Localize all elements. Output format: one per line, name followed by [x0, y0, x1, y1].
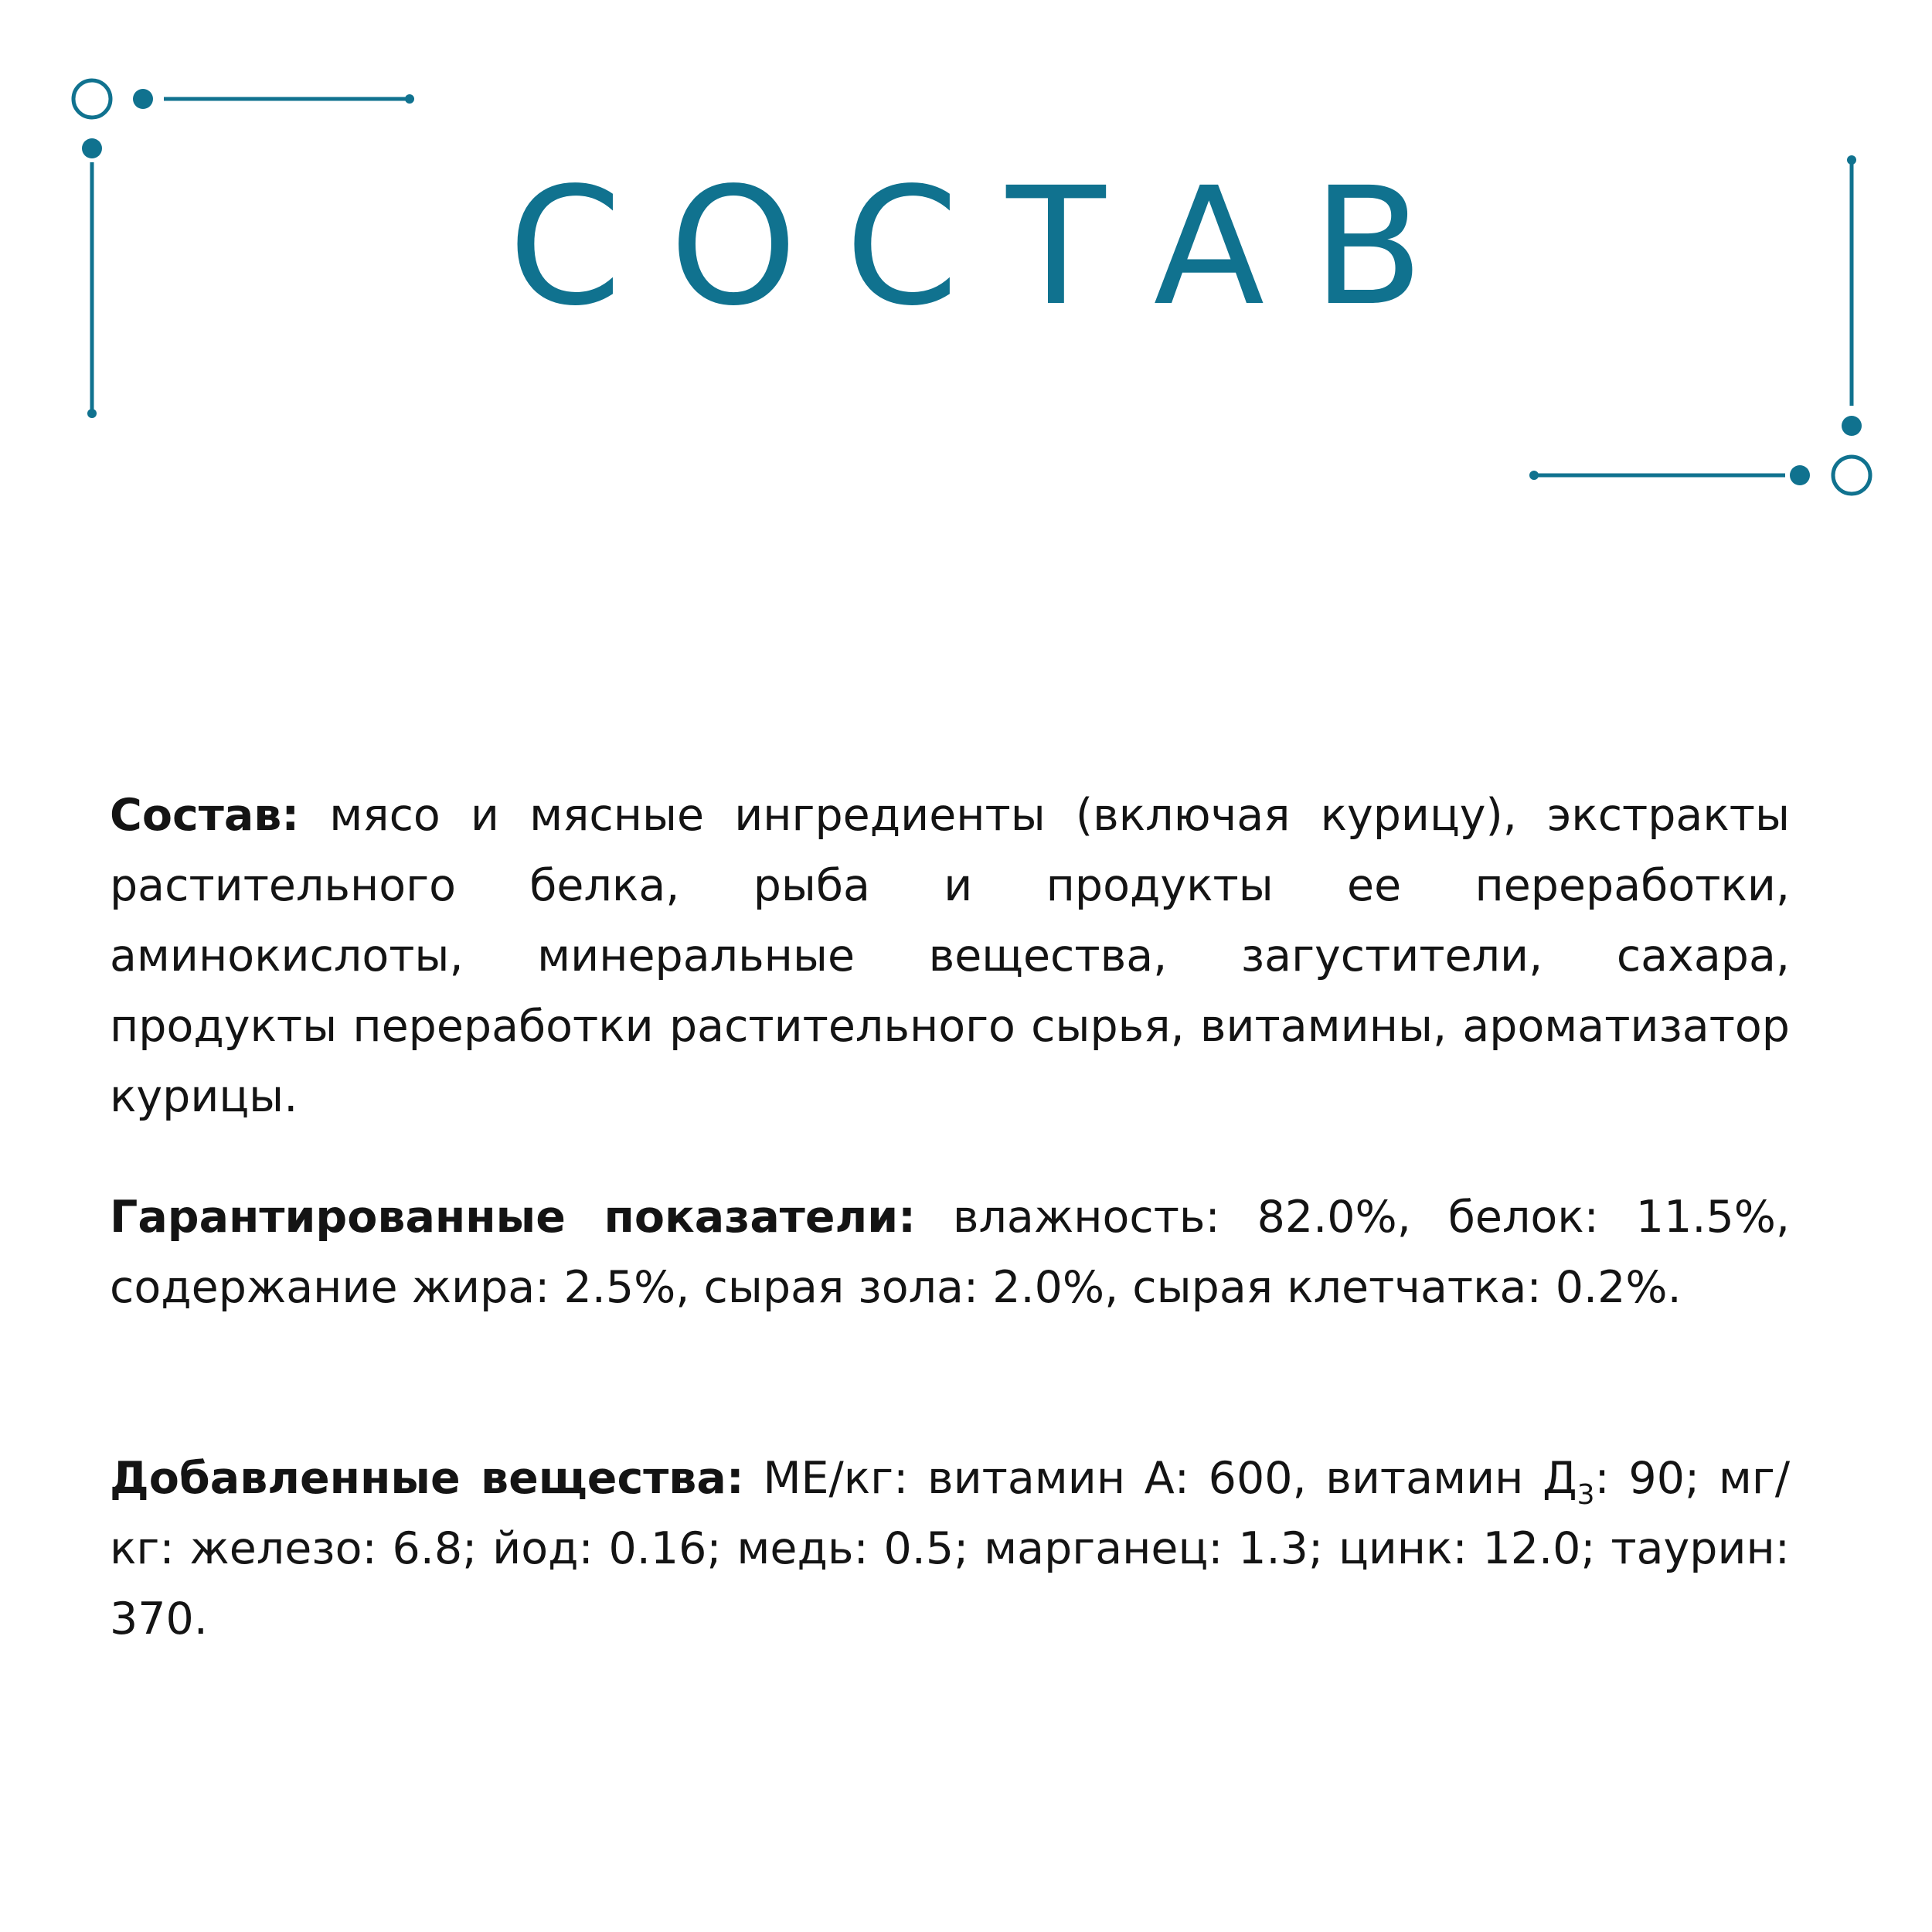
additives-text-after: : 90; мг/кг: железо: 6.8; йод: 0.16; медь: 0.5; марганец: 1.3; цинк: 12.0; таурин: 370. [110, 1453, 1791, 1645]
ring-ornament-icon [1833, 457, 1870, 494]
dot-ornament-icon [1842, 416, 1862, 436]
composition-label: Состав: [110, 790, 300, 841]
composition-text: мясо и мясные ингредиенты (включая курицу), экстракты растительного белка, рыба и продукты ее переработки, аминокислоты, минеральные вещества, загустители, сахара, продукты переработки растительного сырья, витамины, ароматизатор курицы. [110, 790, 1790, 1122]
additives-paragraph [110, 1444, 1790, 1655]
vitamin-d-subscript: 3 [1577, 1479, 1595, 1511]
dot-ornament-icon [405, 94, 414, 104]
page-title [0, 152, 1932, 342]
page-title-text: СОСТАВ [508, 152, 1472, 342]
dot-ornament-icon [133, 89, 153, 109]
guaranteed-label: Гарантированные показатели: [110, 1192, 916, 1243]
guaranteed-paragraph [110, 1182, 1790, 1323]
guaranteed-text: влажность: 82.0%, белок: 11.5%, содержание жира: 2.5%, сырая зола: 2.0%, сырая клетчатка: 0.2%. [110, 1192, 1791, 1313]
dot-ornament-icon [1529, 471, 1539, 480]
dot-ornament-icon [1790, 465, 1810, 485]
composition-paragraph [110, 781, 1790, 1132]
dot-ornament-icon [82, 138, 102, 158]
dot-ornament-icon [87, 409, 97, 418]
additives-label: Добавленные вещества: [110, 1453, 744, 1504]
additives-text-before: МЕ/кг: витамин А: 600, витамин Д [743, 1453, 1577, 1504]
ring-ornament-icon [73, 80, 111, 117]
dot-ornament-icon [1847, 155, 1856, 165]
